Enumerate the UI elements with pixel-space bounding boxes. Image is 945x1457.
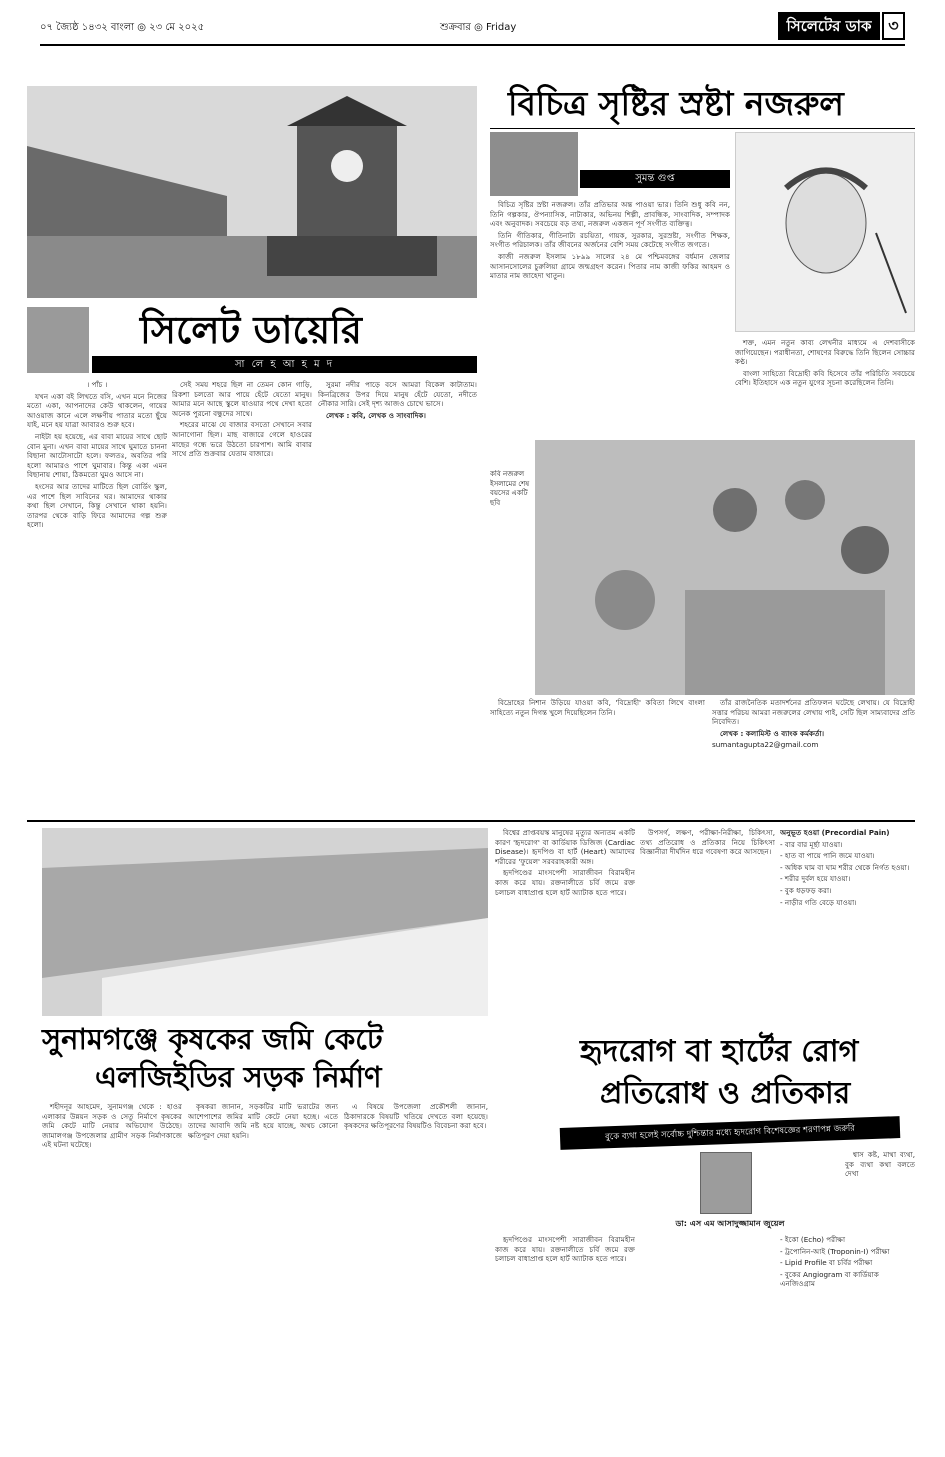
diary-paragraph: নাইটা হয় হয়েছে, এর বাবা মায়ের সাথে ছোট বোন মুনা। এখন বাবা মায়ের সাথে ঘুমাতে চাননা বিছানা আটোসাটো হলে। ফলতঃ, অবতির পরি হলো আমারও পাশে ঘুমাবার। কিন্তু একা এমন বিছানায় শোয়া, ঠিকমতো ঘুমও আসে না। (27, 431, 167, 480)
symptom-item: - হাত বা পায়ে পানি জমে যাওয়া। (780, 851, 875, 861)
symptom-item: - নাড়ীর গতি বেড়ে যাওয়া। (780, 897, 857, 907)
diary-author-bar (92, 356, 477, 373)
health-title-line2: প্রতিরোধ ও প্রতিকার (600, 1076, 851, 1111)
nazrul-paragraph: বাংলা সাহিত্যে বিদ্রোহী কবি হিসেবে তাঁর পরিচিতি সবচেয়ে বেশি। ইতিহাসে এক নতুন যুগের সূচনা করেছিলেন তিনি। (735, 368, 915, 388)
test-item: - Lipid Profile বা চর্বির পরীক্ষা (780, 1258, 873, 1268)
test-item: - বুকের Angiogram বা কার্ডিয়াক এনজিওগ্রাম (780, 1269, 879, 1289)
road-construction-image (42, 828, 488, 1016)
nazrul-paragraph: কাজী নজরুল ইসলাম ১৮৯৯ সালের ২৪ মে পশ্চিমবঙ্গের বর্ধমান জেলার আসানসোলের চুরুলিয়া গ্রামে জন্মগ্রহণ করেন। পিতার নাম কাজী ফকির আহমদ ও মাতার নাম জাহেদা খাতুন। (490, 251, 730, 281)
sunamganj-paragraph: কৃষকরা জানান, সড়কটির মাটি ভরাটের জন্য আশেপাশের জমির মাটি কেটে নেয়া হচ্ছে। এতে তাদের আবাদি জমি নষ্ট হয়ে যাচ্ছে, অথচ কোনো ক্ষতিপূরণ দেয়া হয়নি। (188, 1102, 338, 1140)
diary-section-mark: । পাঁচ । (86, 380, 108, 389)
masthead-rule (40, 44, 905, 46)
nazrul-paragraph: বিদ্রোহের নিশান উড়িয়ে যাওয়া কবি, 'বিদ্রোহী' কবিতা লিখে বাংলা সাহিত্যে নতুন দিগন্ত খুলে দিয়েছিলেন তিনি। (490, 698, 705, 717)
doctor-name: ডা: এস এম আসাদুজ্জামান জুয়েল (675, 1219, 785, 1228)
sunamganj-paragraph: শহীদনূর আহমেদ, সুনামগঞ্জ থেকে : হাওর এলাকার উন্নয়ন সড়ক ও সেতু নির্মাণে কৃষকের জমি কেটে মাটি নেয়ার অভিযোগ উঠেছে। জামালগঞ্জ উপজেলার গ্রামীণ সড়ক নির্মাণকাজে এই ঘটনা ঘটেছে। (42, 1102, 182, 1150)
page-number-box (882, 12, 905, 40)
sunamganj-title-line2: এলজিইডির সড়ক নির্মাণ (95, 1060, 382, 1094)
symptoms-heading: অনুভূত হওয়া (Precordial Pain) (780, 828, 890, 837)
diary-paragraph: হংসের আর তাদের মাটিতে ছিল বোর্ডিং স্কুল, এর পাশে ছিল সাবিনের ঘর। আমাদের থাকার কথা ছিল সেখানে, কিন্তু সেখানে থাকা হয়নি। তারপর থেকে বাড়ি ফিরে আমাদের গল্প শুরু হলো। (27, 481, 167, 530)
paper-name: সিলেটের ডাক (786, 17, 872, 35)
nazrul-group-image (535, 440, 915, 695)
test-item: - ইকো (Echo) পরীক্ষা (780, 1235, 846, 1244)
nazrul-signature: লেখক : কলামিস্ট ও ব্যাংক কর্মকর্তা। (720, 728, 825, 738)
diary-title: সিলেট ডায়েরি (140, 307, 362, 352)
symptom-item: - বার বার মূর্ছা যাওয়া। (780, 839, 843, 849)
nazrul-sketch-image (736, 133, 916, 333)
diary-author: সা লে হ আ হ ম দ (234, 359, 335, 370)
health-paragraph: বিশ্বের প্রাপ্তবয়স্ক মানুষের মৃত্যুর অন্যতম একটি কারণ 'হৃদরোগ' বা কার্ডিয়াক ডিজিজ (Cardiac Disease)। হৃদপিণ্ড বা হার্ট (Heart) আমাদের শরীরের 'ফুয়েল' সরবরাহকারী অঙ্গ। (495, 828, 635, 866)
sunamganj-title-line1: সুনামগঞ্জে কৃষকের জমি কেটে (42, 1022, 383, 1056)
section-divider (27, 820, 915, 822)
health-lower-col-1 (495, 1235, 635, 1445)
health-banner (560, 1116, 901, 1150)
nazrul-col-1 (490, 200, 730, 440)
nazrul-author-bar (580, 170, 730, 188)
health-symptoms (780, 828, 915, 1028)
sunamganj-photo (42, 828, 488, 1016)
nazrul-title: বিচিত্র সৃষ্টির স্রষ্টা নজরুল (508, 84, 844, 123)
nazrul-paragraph: তাঁর রাজনৈতিক মতাদর্শনের প্রতিফলন ঘটেছে লেখায়। যে বিদ্রোহী সত্তার পরিচয় আমরা নজরুলের লেখায় পাই, সেটি ছিল সাম্যবাদের প্রতি নিবেদিত। (712, 698, 915, 727)
nazrul-caption: কবি নজরুল ইসলামের শেষ বয়সের একটি ছবি (490, 470, 530, 507)
diary-paragraph: যখন একা বই লিখতে বসি, এখন মনে নিজের মতো একা, আপনাদের কেউ থাকলেন, গায়ের আওয়াজ কানে এলে লক্ষণীয় পাতার মতো ছুঁয়ে যাই, মনে হয় যাত্রা আবারও শুরু হবে। (27, 391, 167, 430)
nazrul-title-rule (490, 128, 915, 129)
sunamganj-col-1 (42, 1102, 182, 1442)
diary-paragraph: শহরের মাঝে যে বাজার বসতো সেখানে সবার আনাগোনা ছিল। মাছ বাজারে গেলে হাওরের মাছের গন্ধে ভরে উঠতো চারপাশ। আমি বাবার সাথে প্রতি শুক্রবার যেতাম বাজারে। (172, 420, 312, 459)
diary-author-photo (27, 307, 89, 373)
test-item: - ট্রপোনিন-আই (Troponin-I) পরীক্ষা (780, 1246, 890, 1256)
health-paragraph: হৃদপিণ্ডের মাংসপেশী সারাজীবন বিরামহীন কাজ করে যায়। রক্তনালীতে চর্বি জমে রক্ত চলাচল বাধাপ্রাপ্ত হলে হার্ট অ্যাটাক হতে পারে। (495, 868, 635, 897)
health-col-2 (640, 828, 775, 1028)
diary-paragraph: সুরমা নদীর পাড়ে বসে আমরা বিকেল কাটাতাম। কিনব্রিজের উপর দিয়ে মানুষ হেঁটে যেতো, নদীতে নৌকার সারি। সেই দৃশ্য আজও চোখে ভাসে। (318, 380, 477, 409)
nazrul-paragraph: তিনি গীতিকার, গীতিনাট্য রচয়িতা, গায়ক, সুরকার, সুরস্রষ্টা, সংগীত শিক্ষক, সংগীত পরিচালক। তাঁর জীবনের অর্জনের বেশি সময় কেটেছে সংগীত জগতে। (490, 230, 730, 250)
nazrul-author-photo (490, 132, 578, 196)
health-banner-text: বুকে ব্যথা হলেই সর্বোচ্চ দুশ্চিন্তার মধ্যে হৃদরোগ বিশেষজ্ঞের শরণাপন্ন জরুরি (604, 1123, 856, 1143)
page-number: ৩ (888, 16, 899, 35)
diary-paragraph: সেই সময় শহরে ছিল না তেমন কোন গাড়ি, রিকশা চলতো আর পায়ে হেঁটে যেতো মানুষ। আমার মনে আছে স্কুলে যাওয়ার পথে দেখা হতো অনেক পুরনো বন্ধুদের সাথে। (172, 380, 312, 418)
health-col-1 (495, 828, 635, 1028)
health-paragraph: হৃদপিণ্ডের মাংসপেশী সারাজীবন বিরামহীন কাজ করে যায়। রক্তনালীতে চর্বি জমে রক্ত চলাচল বাধাপ্রাপ্ত হলে হার্ট অ্যাটাক হতে পারে। (495, 1235, 635, 1264)
symptom-item: - অধিক ঘাম বা ঘাম শরীর থেকে নির্গত হওয়া। (780, 862, 910, 872)
masthead-day: শুক্রবার ◎ Friday (440, 22, 517, 33)
nazrul-lower-col-1 (490, 698, 705, 818)
paper-logo (778, 12, 880, 40)
nazrul-col-2 (735, 338, 915, 438)
sunamganj-col-2 (188, 1102, 338, 1442)
sunamganj-paragraph: এ বিষয়ে উপজেলা প্রকৌশলী জানান, ঠিকাদারকে বিষয়টি খতিয়ে দেখতে বলা হয়েছে। কৃষকদের ক্ষতিপূরণের বিষয়টিও বিবেচনা করা হবে। (344, 1102, 488, 1131)
health-side-text: শ্বাস কষ্ট, মাথা ব্যথা, বুক ব্যথা কথা বলতে দেখা (845, 1150, 915, 1179)
diary-photo (27, 86, 477, 298)
nazrul-email: sumantagupta22@gmail.com (712, 740, 819, 750)
symptom-item: - শরীর দুর্বল হয়ে যাওয়া। (780, 874, 851, 884)
nazrul-portrait (735, 132, 915, 332)
masthead-date: ০৭ জ্যৈষ্ঠ ১৪৩২ বাংলা ◎ ২৩ মে ২০২৫ (40, 22, 205, 33)
nazrul-paragraph: বিচিত্র সৃষ্টির স্রষ্টা নজরুল। তাঁর প্রতিভার অন্ত পাওয়া ভার। তিনি শুধু কবি নন, তিনি গল্পকার, ঔপন্যাসিক, নাট্যকার, অভিনয় শিল্পী, প্রাবন্ধিক, সাংবাদিক, সম্পাদক এবং অনুবাদক। সবচেয়ে বড় তথ্য, নজরুল একজন পূর্ণ সংগীত ব্যক্তিত্ব। (490, 200, 730, 229)
nazrul-paragraph: শক্ত, এমন নতুন কাব্য লেখনীর মাধ্যমে এ দেশবাসীকে জাগিয়েছেন। পরাধীনতা, শোষণের বিরুদ্ধে তিনি ছিলেন সোচ্চার কণ্ঠ। (735, 338, 915, 367)
health-title-line1: হৃদরোগ বা হার্টের রোগ (580, 1034, 859, 1069)
kin-bridge-clock-tower-image (27, 86, 477, 298)
masthead (40, 8, 905, 46)
sunamganj-col-3 (344, 1102, 488, 1442)
diary-signature: লেখক : কবি, লেখক ও সাংবাদিক। (326, 410, 426, 420)
health-tests (780, 1235, 915, 1445)
nazrul-group-photo (535, 440, 915, 695)
nazrul-author: সুমন্ত গুপ্ত (635, 173, 675, 184)
health-paragraph: উপসর্গ, লক্ষণ, পরীক্ষা-নিরীক্ষা, চিকিৎসা, তথ্য প্রতিরোধ ও প্রতিকার নিয়ে চিকিৎসা বিজ্ঞানীরা দীর্ঘদিন ধরে গবেষণা করে আসছেন। (640, 828, 775, 857)
doctor-photo (700, 1152, 752, 1214)
nazrul-lower-col-2 (712, 698, 915, 818)
symptom-item: - বুক ধড়ফড় করা। (780, 885, 832, 895)
